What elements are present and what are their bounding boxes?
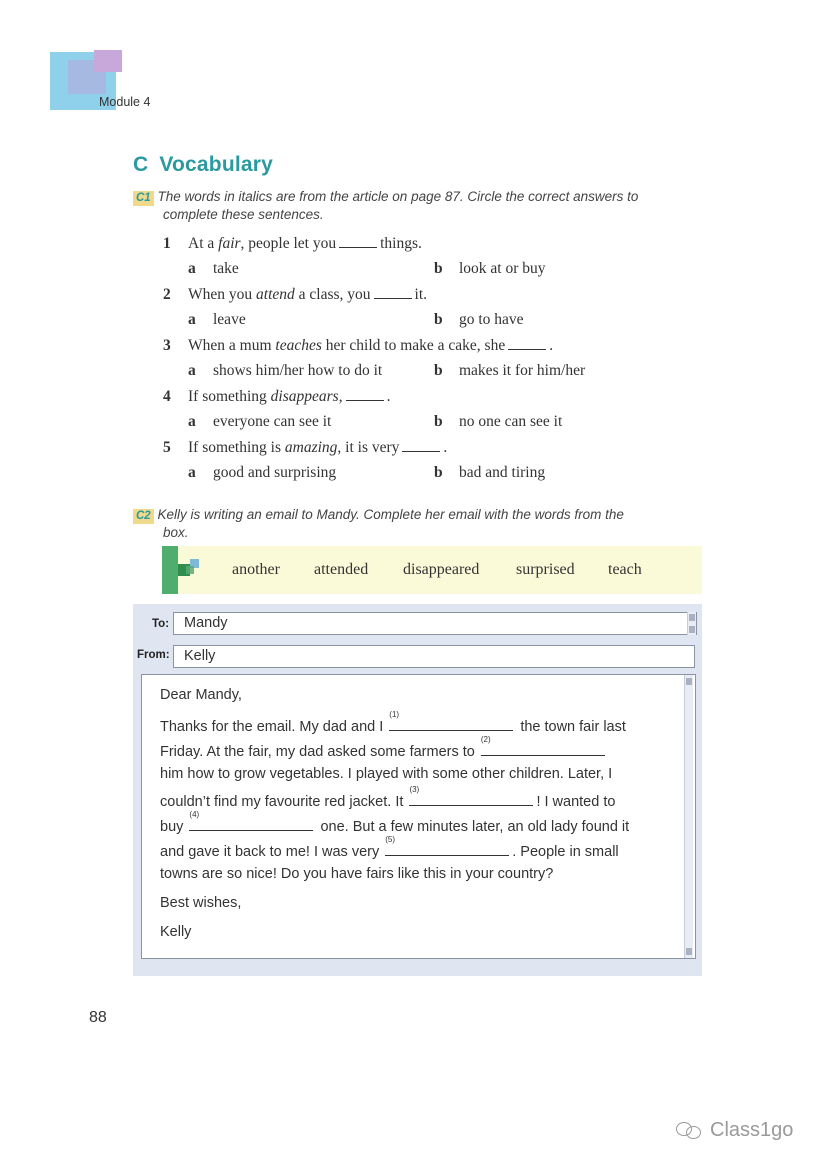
question-pre: When you <box>188 286 257 303</box>
scroll-down-icon[interactable] <box>686 948 692 955</box>
gap-number: (3) <box>409 785 420 794</box>
option-a[interactable]: leave <box>213 311 246 328</box>
email-closing: Best wishes, <box>160 895 242 911</box>
question-pre: When a mum <box>188 337 276 354</box>
email-greeting: Dear Mandy, <box>160 687 242 703</box>
email-line-5 <box>160 810 630 835</box>
question-text <box>188 439 447 457</box>
question-end: . <box>549 337 554 354</box>
question-blank <box>508 337 546 350</box>
question-post: , <box>338 388 343 405</box>
word-item: another <box>232 561 280 578</box>
email-text: . People in small <box>512 844 619 860</box>
module-tab-block-accent <box>94 50 122 72</box>
word-item: surprised <box>516 561 575 578</box>
c2-instruction-line2: box. <box>163 525 189 540</box>
question-keyword: amazing <box>284 439 338 456</box>
email-line-4 <box>160 785 616 810</box>
section-title <box>133 153 273 177</box>
option-b-letter[interactable]: b <box>434 311 443 328</box>
question-end: . <box>386 388 391 405</box>
gap-1[interactable] <box>389 710 513 731</box>
email-body[interactable] <box>141 674 696 959</box>
question-blank <box>339 235 377 248</box>
option-b[interactable]: makes it for him/her <box>459 362 586 379</box>
email-line-1 <box>160 710 626 735</box>
email-line-3: him how to grow vegetables. I played with some other children. Later, I <box>160 766 613 782</box>
from-label: From: <box>137 649 170 661</box>
watermark <box>676 1119 793 1142</box>
gap-number: (4) <box>189 810 200 819</box>
option-a-letter[interactable]: a <box>188 464 196 481</box>
question-text <box>188 235 422 253</box>
question-number: 4 <box>163 388 171 405</box>
option-a-letter[interactable]: a <box>188 260 196 277</box>
gap-number: (5) <box>385 835 396 844</box>
from-field[interactable]: Kelly <box>173 645 695 668</box>
question-number: 3 <box>163 337 171 354</box>
question-number: 1 <box>163 235 171 252</box>
to-field-scrollbar[interactable] <box>687 612 696 635</box>
gap-5[interactable] <box>385 835 509 856</box>
option-b-letter[interactable]: b <box>434 260 443 277</box>
email-window <box>133 604 702 976</box>
option-b[interactable]: look at or buy <box>459 260 546 277</box>
email-line-2 <box>160 735 608 760</box>
option-b-letter[interactable]: b <box>434 362 443 379</box>
gap-4[interactable] <box>189 810 313 831</box>
gap-3[interactable] <box>409 785 533 806</box>
question-text <box>188 388 390 406</box>
question-keyword: attend <box>256 286 295 303</box>
c1-tag: C1 <box>133 191 154 206</box>
scroll-up-icon[interactable] <box>686 678 692 685</box>
email-text: the town fair last <box>520 719 626 735</box>
email-text: buy <box>160 819 184 835</box>
option-a[interactable]: everyone can see it <box>213 413 332 430</box>
option-a[interactable]: good and surprising <box>213 464 337 481</box>
module-label: Module 4 <box>99 95 151 109</box>
scroll-down-icon[interactable] <box>689 626 695 633</box>
question-post: , it is very <box>337 439 400 456</box>
gap-number: (1) <box>389 710 400 719</box>
option-b-letter[interactable]: b <box>434 413 443 430</box>
email-text: Friday. At the fair, my dad asked some farmers to <box>160 744 475 760</box>
question-blank <box>402 439 440 452</box>
question-text <box>188 337 553 355</box>
option-b[interactable]: go to have <box>459 311 524 328</box>
question-pre: If something <box>188 388 271 405</box>
option-b[interactable]: no one can see it <box>459 413 563 430</box>
c2-tag: C2 <box>133 509 154 524</box>
question-pre: If something is <box>188 439 285 456</box>
question-post: a class, you <box>294 286 371 303</box>
scroll-up-icon[interactable] <box>689 614 695 621</box>
question-keyword: disappears <box>270 388 339 405</box>
question-post: , people let you <box>240 235 337 252</box>
question-post: her child to make a cake, she <box>321 337 506 354</box>
option-b-letter[interactable]: b <box>434 464 443 481</box>
question-number: 5 <box>163 439 171 456</box>
c1-instruction-line1: The words in italics are from the article on page 87. Circle the correct answers to <box>157 189 639 204</box>
section-heading: Vocabulary <box>159 153 274 176</box>
email-line-7: towns are so nice! Do you have fairs like this in your country? <box>160 866 554 882</box>
option-a[interactable]: take <box>213 260 239 277</box>
to-label: To: <box>152 618 170 630</box>
option-a[interactable]: shows him/her how to do it <box>213 362 383 379</box>
c1-instruction <box>133 188 717 206</box>
email-signature: Kelly <box>160 924 192 940</box>
email-text: ! I wanted to <box>536 794 616 810</box>
email-text: couldn’t find my favourite red jacket. It <box>160 794 404 810</box>
c2-instruction-line1: Kelly is writing an email to Mandy. Complete her email with the words from the <box>157 507 624 522</box>
question-text <box>188 286 427 304</box>
word-item: disappeared <box>403 561 480 578</box>
page-number: 88 <box>89 1009 107 1026</box>
question-end: . <box>443 439 448 456</box>
question-pre: At a <box>188 235 219 252</box>
c1-instruction-line2: complete these sentences. <box>163 207 324 222</box>
email-line-6 <box>160 835 619 860</box>
gap-number: (2) <box>480 735 491 744</box>
to-field[interactable]: Mandy <box>173 612 697 635</box>
question-keyword: fair <box>218 235 241 252</box>
watermark-text: Class1go <box>710 1119 794 1141</box>
word-item: attended <box>314 561 369 578</box>
question-number: 2 <box>163 286 171 303</box>
option-a-letter[interactable]: a <box>188 311 196 328</box>
question-keyword: teaches <box>275 337 322 354</box>
email-text: and gave it back to me! I was very <box>160 844 380 860</box>
option-b[interactable]: bad and tiring <box>459 464 546 481</box>
option-a-letter[interactable]: a <box>188 413 196 430</box>
word-box-squares-icon <box>176 556 204 580</box>
c2-instruction <box>133 506 717 524</box>
section-letter: C <box>133 153 149 176</box>
question-blank <box>374 286 412 299</box>
word-box <box>162 546 702 594</box>
gap-2[interactable] <box>480 735 605 756</box>
email-body-scrollbar[interactable] <box>684 675 693 958</box>
question-end: things. <box>380 235 422 252</box>
question-end: it. <box>414 286 428 303</box>
email-text: Thanks for the email. My dad and I <box>160 719 384 735</box>
option-a-letter[interactable]: a <box>188 362 196 379</box>
question-blank <box>346 388 384 401</box>
email-text: one. But a few minutes later, an old lady found it <box>320 819 630 835</box>
wechat-icon <box>676 1120 702 1138</box>
word-item: teach <box>608 561 642 578</box>
